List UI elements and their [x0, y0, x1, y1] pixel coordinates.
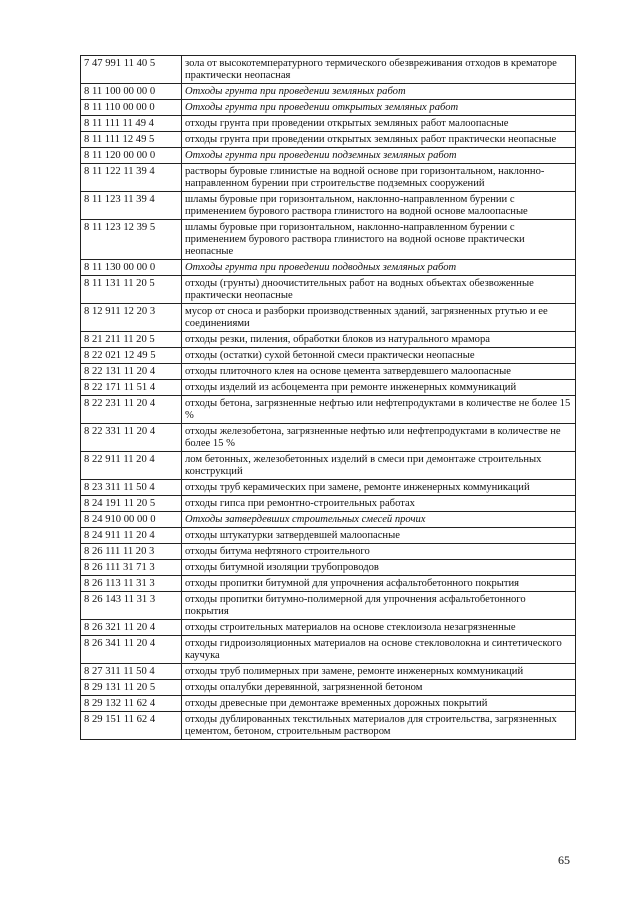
waste-code-cell: 8 11 111 12 49 5 — [81, 132, 182, 148]
table-row — [81, 620, 576, 636]
waste-code-cell: 8 26 143 11 31 3 — [81, 592, 182, 620]
group-title-cell: Отходы грунта при проведении подводных земляных работ — [182, 260, 576, 276]
waste-code-cell: 8 24 191 11 20 5 — [81, 496, 182, 512]
waste-description-cell: отходы грунта при проведении открытых земляных работ практически неопасные — [182, 132, 576, 148]
waste-description-cell: отходы штукатурки затвердевшей малоопасные — [182, 528, 576, 544]
table-row — [81, 276, 576, 304]
table-row — [81, 116, 576, 132]
table-group-row — [81, 512, 576, 528]
waste-code-cell: 8 23 311 11 50 4 — [81, 480, 182, 496]
waste-code-cell: 8 22 171 11 51 4 — [81, 380, 182, 396]
group-title-cell: Отходы грунта при проведении подземных земляных работ — [182, 148, 576, 164]
waste-description-cell: растворы буровые глинистые на водной основе при горизонтальном, наклонно-направленном бурении при строительстве подземных сооружений — [182, 164, 576, 192]
group-title-cell: Отходы затвердевших строительных смесей прочих — [182, 512, 576, 528]
table-group-row — [81, 100, 576, 116]
waste-code-cell: 8 11 123 12 39 5 — [81, 220, 182, 260]
waste-description-cell: отходы битума нефтяного строительного — [182, 544, 576, 560]
page-number: 65 — [558, 853, 570, 867]
waste-description-cell: отходы гидроизоляционных материалов на основе стекловолокна и синтетического каучука — [182, 636, 576, 664]
table-row — [81, 680, 576, 696]
waste-description-cell: отходы труб керамических при замене, ремонте инженерных коммуникаций — [182, 480, 576, 496]
group-title-cell: Отходы грунта при проведении открытых земляных работ — [182, 100, 576, 116]
waste-description-cell: отходы труб полимерных при замене, ремонте инженерных коммуникаций — [182, 664, 576, 680]
waste-description-cell: отходы опалубки деревянной, загрязненной бетоном — [182, 680, 576, 696]
waste-code-cell: 8 26 113 11 31 3 — [81, 576, 182, 592]
waste-code-cell: 8 26 111 31 71 3 — [81, 560, 182, 576]
waste-description-cell: отходы гипса при ремонтно-строительных работах — [182, 496, 576, 512]
table-row — [81, 304, 576, 332]
waste-description-cell: зола от высокотемпературного термического обезвреживания отходов в крематоре практически неопасная — [182, 56, 576, 84]
waste-classification-table — [80, 55, 576, 740]
waste-description-cell: отходы изделий из асбоцемента при ремонте инженерных коммуникаций — [182, 380, 576, 396]
waste-code-cell: 8 22 131 11 20 4 — [81, 364, 182, 380]
table-row — [81, 696, 576, 712]
table-row — [81, 664, 576, 680]
waste-code-cell: 8 29 131 11 20 5 — [81, 680, 182, 696]
table-row — [81, 560, 576, 576]
group-title-cell: Отходы грунта при проведении земляных работ — [182, 84, 576, 100]
table-group-row — [81, 84, 576, 100]
waste-description-cell: отходы плиточного клея на основе цемента затвердевшего малоопасные — [182, 364, 576, 380]
waste-code-cell: 8 29 151 11 62 4 — [81, 712, 182, 740]
table-row — [81, 164, 576, 192]
table-row — [81, 380, 576, 396]
table-row — [81, 592, 576, 620]
waste-description-cell: отходы железобетона, загрязненные нефтью или нефтепродуктами в количестве не более 15 % — [182, 424, 576, 452]
waste-code-cell: 8 11 131 11 20 5 — [81, 276, 182, 304]
waste-description-cell: отходы (грунты) дноочистительных работ на водных объектах обезвоженные практически неопасные — [182, 276, 576, 304]
table-row — [81, 480, 576, 496]
table-row — [81, 576, 576, 592]
waste-code-cell: 8 26 321 11 20 4 — [81, 620, 182, 636]
waste-code-cell: 8 21 211 11 20 5 — [81, 332, 182, 348]
table-group-row — [81, 148, 576, 164]
waste-code-cell: 8 27 311 11 50 4 — [81, 664, 182, 680]
table-row — [81, 132, 576, 148]
table-row — [81, 56, 576, 84]
table-row — [81, 396, 576, 424]
waste-description-cell: отходы (остатки) сухой бетонной смеси практически неопасные — [182, 348, 576, 364]
waste-description-cell: шламы буровые при горизонтальном, наклонно-направленном бурении с применением бурового раствора глинистого на водной основе малоопасные — [182, 192, 576, 220]
table-row — [81, 348, 576, 364]
waste-code-cell: 8 12 911 12 20 3 — [81, 304, 182, 332]
table-row — [81, 192, 576, 220]
waste-description-cell: отходы строительных материалов на основе стеклоизола незагрязненные — [182, 620, 576, 636]
waste-code-cell: 8 22 331 11 20 4 — [81, 424, 182, 452]
waste-description-cell: лом бетонных, железобетонных изделий в смеси при демонтаже строительных конструкций — [182, 452, 576, 480]
waste-code-cell: 8 11 100 00 00 0 — [81, 84, 182, 100]
waste-code-cell: 8 22 231 11 20 4 — [81, 396, 182, 424]
waste-description-cell: отходы пропитки битумной для упрочнения асфальтобетонного покрытия — [182, 576, 576, 592]
waste-description-cell: мусор от сноса и разборки производственных зданий, загрязненных ртутью и ее соединениями — [182, 304, 576, 332]
table-row — [81, 220, 576, 260]
table-row — [81, 424, 576, 452]
table-row — [81, 496, 576, 512]
table-body — [81, 56, 576, 740]
waste-code-cell: 8 26 111 11 20 3 — [81, 544, 182, 560]
table-row — [81, 452, 576, 480]
waste-code-cell: 8 11 123 11 39 4 — [81, 192, 182, 220]
table-row — [81, 636, 576, 664]
waste-description-cell: отходы древесные при демонтаже временных дорожных покрытий — [182, 696, 576, 712]
table-row — [81, 544, 576, 560]
waste-code-cell: 8 22 021 12 49 5 — [81, 348, 182, 364]
waste-code-cell: 8 29 132 11 62 4 — [81, 696, 182, 712]
waste-description-cell: отходы грунта при проведении открытых земляных работ малоопасные — [182, 116, 576, 132]
table-row — [81, 332, 576, 348]
waste-code-cell: 8 11 111 11 49 4 — [81, 116, 182, 132]
waste-code-cell: 8 26 341 11 20 4 — [81, 636, 182, 664]
waste-code-cell: 8 11 130 00 00 0 — [81, 260, 182, 276]
waste-code-cell: 7 47 991 11 40 5 — [81, 56, 182, 84]
table-group-row — [81, 260, 576, 276]
waste-code-cell: 8 11 120 00 00 0 — [81, 148, 182, 164]
waste-code-cell: 8 24 911 11 20 4 — [81, 528, 182, 544]
waste-description-cell: шламы буровые при горизонтальном, наклонно-направленном бурении с применением бурового раствора глинистого на водной основе практически неопасные — [182, 220, 576, 260]
table-row — [81, 528, 576, 544]
waste-description-cell: отходы резки, пиления, обработки блоков из натурального мрамора — [182, 332, 576, 348]
table-row — [81, 712, 576, 740]
waste-code-cell: 8 11 122 11 39 4 — [81, 164, 182, 192]
waste-description-cell: отходы дублированных текстильных материалов для строительства, загрязненных цементом, бетоном, строительным раствором — [182, 712, 576, 740]
waste-description-cell: отходы бетона, загрязненные нефтью или нефтепродуктами в количестве не более 15 % — [182, 396, 576, 424]
table-row — [81, 364, 576, 380]
waste-description-cell: отходы битумной изоляции трубопроводов — [182, 560, 576, 576]
waste-code-cell: 8 11 110 00 00 0 — [81, 100, 182, 116]
waste-description-cell: отходы пропитки битумно-полимерной для упрочнения асфальтобетонного покрытия — [182, 592, 576, 620]
waste-code-cell: 8 22 911 11 20 4 — [81, 452, 182, 480]
waste-code-cell: 8 24 910 00 00 0 — [81, 512, 182, 528]
